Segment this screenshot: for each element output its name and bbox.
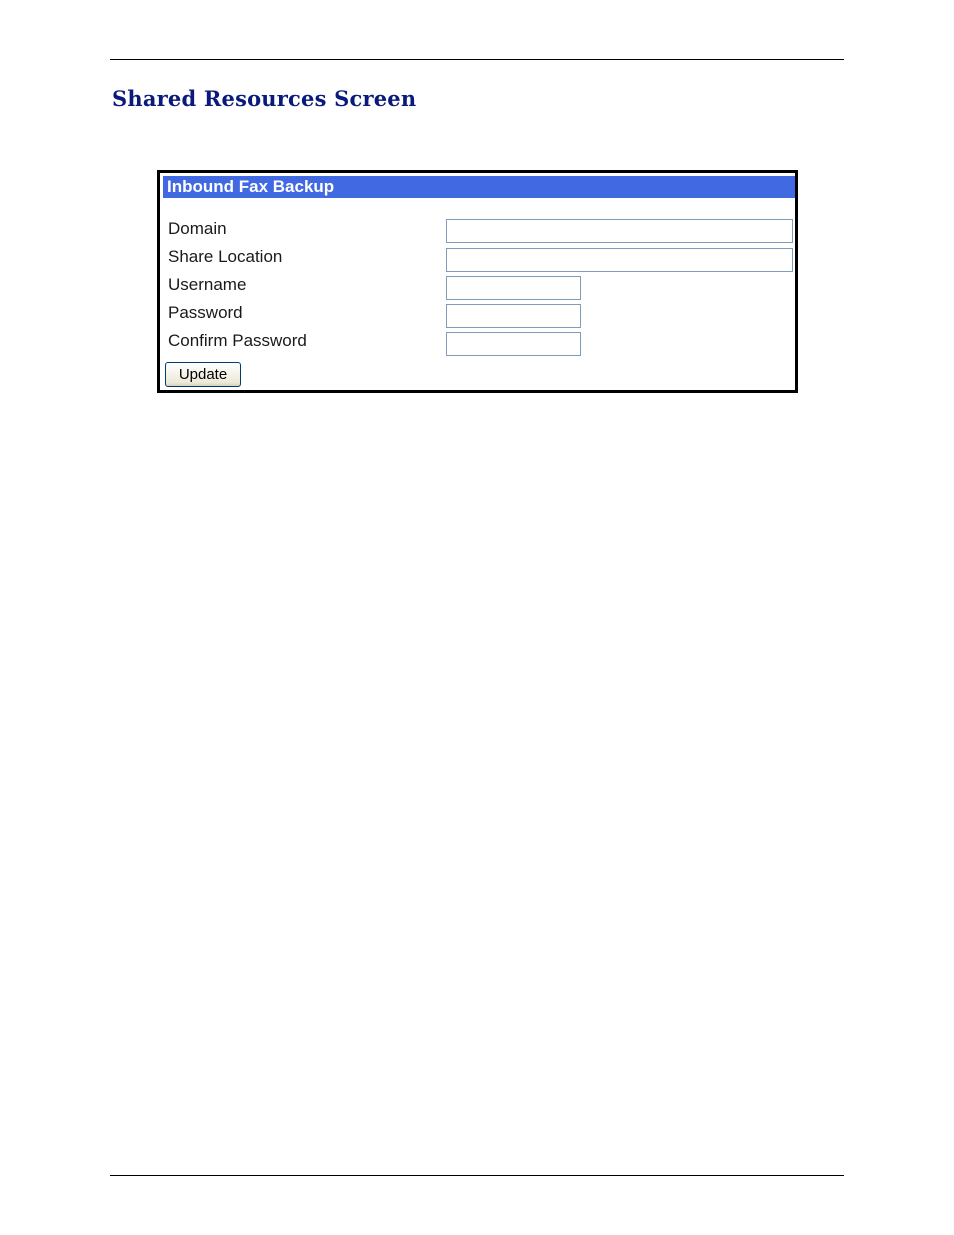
password-input[interactable] [446, 304, 581, 328]
domain-label: Domain [168, 219, 227, 238]
password-label: Password [168, 303, 243, 322]
update-button[interactable]: Update [165, 362, 241, 387]
header-rule [110, 59, 844, 60]
footer-rule [110, 1175, 844, 1176]
confirm-password-input[interactable] [446, 332, 581, 356]
share-location-label: Share Location [168, 247, 283, 266]
username-input[interactable] [446, 276, 581, 300]
username-label: Username [168, 275, 247, 294]
inbound-fax-backup-panel [157, 170, 798, 393]
page-title: Shared Resources Screen [112, 86, 417, 111]
confirm-password-label: Confirm Password [168, 331, 307, 350]
domain-input[interactable] [446, 219, 793, 243]
share-location-input[interactable] [446, 248, 793, 272]
panel-header: Inbound Fax Backup [163, 176, 795, 198]
